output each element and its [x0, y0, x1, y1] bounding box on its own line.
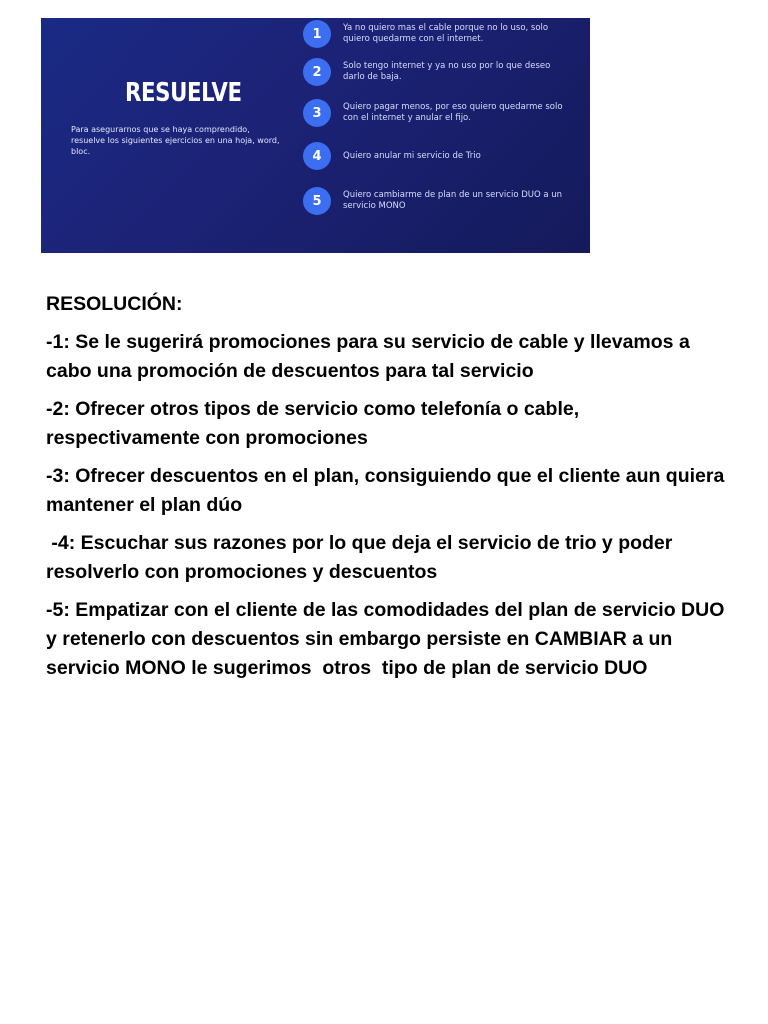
step-1: [303, 20, 568, 48]
slide-intro: Para asegurarnos que se haya comprendido, resuelve los siguientes ejercicios en una hoja, word, bloc.: [71, 125, 280, 156]
answer-2: -2: Ofrecer otros tipos de servicio como telefonía o cable, respectivamente con promociones: [46, 398, 580, 449]
step-number-3: 3: [303, 99, 331, 127]
answer-1: -1: Se le sugerirá promociones para su servicio de cable y llevamos a cabo una promoción de descuentos para tal servicio: [46, 331, 690, 382]
answer-4: -4: Escuchar sus razones por lo que deja el servicio de trio y poder resolverlo con promociones y descuentos: [46, 532, 678, 583]
step-number-5: 5: [303, 187, 331, 215]
answer-5: -5: Empatizar con el cliente de las comodidades del plan de servicio DUO y retenerlo con descuentos sin embargo persiste en CAMBIAR a un servicio MONO le sugerimos otros tipo de plan de servicio DUO: [46, 599, 730, 679]
slide-title: RESUELVE: [125, 78, 242, 108]
step-text-1: Ya no quiero mas el cable porque no lo uso, solo quiero quedarme con el internet.: [343, 23, 549, 44]
step-3: [303, 99, 568, 127]
step-number-2: 2: [303, 58, 331, 86]
step-text-4: Quiero anular mi servicio de Trio: [343, 151, 481, 161]
step-text-2: Solo tengo internet y ya no uso por lo que deseo darlo de baja.: [343, 61, 551, 82]
step-5: [303, 187, 568, 215]
step-number-4: 4: [303, 142, 331, 170]
slide-image: [41, 18, 590, 253]
step-text-5: Quiero cambiarme de plan de un servicio DUO a un servicio MONO: [343, 190, 563, 211]
step-4: [303, 142, 568, 170]
step-2: [303, 58, 568, 86]
answer-3: -3: Ofrecer descuentos en el plan, consiguiendo que el cliente aun quiera mantener el plan dúo: [46, 465, 725, 516]
step-number-1: 1: [303, 20, 331, 48]
document-body: [46, 290, 730, 692]
document-heading: RESOLUCIÓN:: [46, 293, 183, 315]
step-text-3: Quiero pagar menos, por eso quiero quedarme solo con el internet y anular el fijo.: [343, 102, 563, 123]
